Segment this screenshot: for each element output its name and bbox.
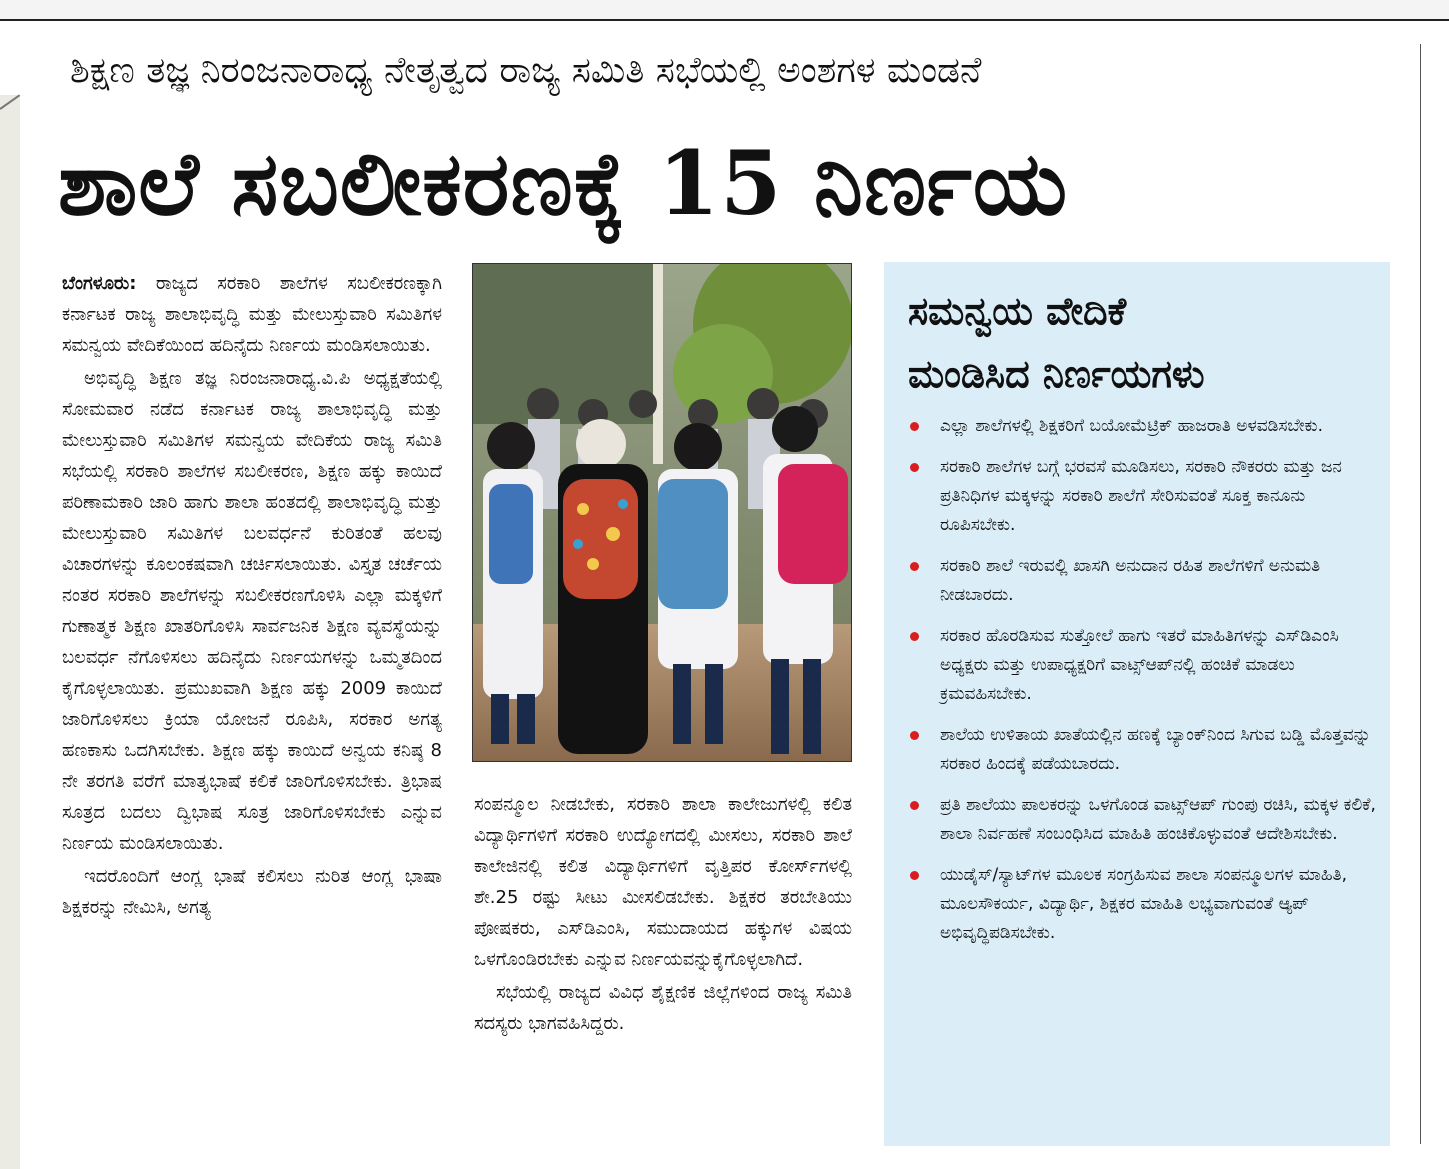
list-item: [908, 861, 1378, 948]
bullet-icon: [910, 422, 919, 431]
list-item: [908, 622, 1378, 709]
bullet-icon: [910, 562, 919, 571]
list-item-text: ಸರಕಾರಿ ಶಾಲೆಗಳ ಬಗ್ಗೆ ಭರವಸೆ ಮೂಡಿಸಲು, ಸರಕಾರಿ ನೌಕರರು ಮತ್ತು ಜನ ಪ್ರತಿನಿಧಿಗಳ ಮಕ್ಕಳನ್ನು ಸರಕಾರಿ ಶಾಲೆಗೆ ಸೇರಿಸುವಂತೆ ಸೂಕ್ತ ಕಾನೂನು ರೂಪಿಸಬೇಕು.: [940, 457, 1342, 535]
list-item-text: ಎಲ್ಲಾ ಶಾಲೆಗಳಲ್ಲಿ ಶಿಕ್ಷಕರಿಗೆ ಬಯೋಮೆಟ್ರಿಕ್ ಹಾಜರಾತಿ ಅಳವಡಿಸಬೇಕು.: [940, 416, 1323, 436]
list-item-text: ಸರಕಾರಿ ಶಾಲೆ ಇರುವಲ್ಲಿ ಖಾಸಗಿ ಅನುದಾನ ರಹಿತ ಶಾಲೆಗಳಿಗೆ ಅನುಮತಿ ನೀಡಬಾರದು.: [940, 556, 1321, 605]
sidebar-title-line-2: ಮಂಡಿಸಿದ ನಿರ್ಣಯಗಳು: [908, 352, 1205, 396]
list-item-text: ಪ್ರತಿ ಶಾಲೆಯು ಪಾಲಕರನ್ನು ಒಳಗೊಂಡ ವಾಟ್ಸ್‌ಆಪ್ ಗುಂಪು ರಚಿಸಿ, ಮಕ್ಕಳ ಕಲಿಕೆ, ಶಾಲಾ ನಿರ್ವಹಣೆ ಸಂಬಂಧಿಸಿದ ಮಾಹಿತಿ ಹಂಚಿಕೊಳ್ಳುವಂತೆ ಆದೇಶಿಸಬೇಕು.: [940, 795, 1376, 844]
list-item: [908, 721, 1378, 779]
page-top-strip: [0, 0, 1449, 19]
article-paragraph-4: ಸಂಪನ್ಮೂಲ ನೀಡಬೇಕು, ಸರಕಾರಿ ಶಾಲಾ ಕಾಲೇಜುಗಳಲ್ಲಿ ಕಲಿತ ವಿದ್ಯಾರ್ಥಿಗಳಿಗೆ ಸರಕಾರಿ ಉದ್ಯೋಗದಲ್ಲಿ ಮೀಸಲು, ಸರಕಾರಿ ಶಾಲೆ ಕಾಲೇಜಿನಲ್ಲಿ ಕಲಿತ ವಿದ್ಯಾರ್ಥಿಗಳಿಗೆ ವೃತ್ತಿಪರ ಕೋರ್ಸ್‌ಗಳಲ್ಲಿ ಶೇ.25 ರಷ್ಟು ಸೀಟು ಮೀಸಲಿಡಬೇಕು. ಶಿಕ್ಷಕರ ತರಬೇತಿಯು ಪೋಷಕರು, ಎಸ್‌ಡಿಎಂಸಿ, ಸಮುದಾಯದ ಹಕ್ಕುಗಳ ವಿಷಯ ಒಳಗೊಂಡಿರಬೇಕು ಎನ್ನುವ ನಿರ್ಣಯವನ್ನುಕೈಗೊಳ್ಳಲಾಗಿದೆ.: [474, 794, 852, 970]
article-paragraph-1: [62, 268, 442, 361]
bullet-icon: [910, 871, 919, 880]
resolutions-sidebar: [884, 262, 1390, 1146]
list-item-text: ಶಾಲೆಯ ಉಳಿತಾಯ ಖಾತೆಯಲ್ಲಿನ ಹಣಕ್ಕೆ ಬ್ಯಾಂಕ್‌ನಿಂದ ಸಿಗುವ ಬಡ್ಡಿ ಮೊತ್ತವನ್ನು ಸರಕಾರ ಹಿಂದಕ್ಕೆ ಪಡೆಯಬಾರದು.: [940, 725, 1371, 774]
bullet-icon: [910, 632, 919, 641]
headline: ಶಾಲೆ ಸಬಲೀಕರಣಕ್ಕೆ 15 ನಿರ್ಣಯ: [58, 131, 1069, 235]
sidebar-title-line-1: ಸಮನ್ವಯ ವೇದಿಕೆ: [908, 289, 1127, 333]
article-paragraph-3: ಇದರೊಂದಿಗೆ ಆಂಗ್ಲ ಭಾಷೆ ಕಲಿಸಲು ನುರಿತ ಆಂಗ್ಲ ಭಾಷಾ ಶಿಕ್ಷಕರನ್ನು ನೇಮಿಸಿ, ಅಗತ್ಯ: [62, 866, 442, 918]
bullet-icon: [910, 463, 919, 472]
article-paragraph-2: ಅಭಿವೃದ್ಧಿ ಶಿಕ್ಷಣ ತಜ್ಞ ನಿರಂಜನಾರಾಧ್ಯ.ವಿ.ಪಿ ಅಧ್ಯಕ್ಷತೆಯಲ್ಲಿ ಸೋಮವಾರ ನಡೆದ ಕರ್ನಾಟಕ ರಾಜ್ಯ ಶಾಲಾಭಿವೃದ್ಧಿ ಮತ್ತು ಮೇಲುಸ್ತುವಾರಿ ಸಮಿತಿಗಳ ಸಮನ್ವಯ ವೇದಿಕೆಯ ರಾಜ್ಯ ಸಮಿತಿ ಸಭೆಯಲ್ಲಿ ಸರಕಾರಿ ಶಾಲೆಗಳ ಸಬಲೀಕರಣ, ಶಿಕ್ಷಣ ಹಕ್ಕು ಕಾಯಿದೆ ಪರಿಣಾಮಕಾರಿ ಜಾರಿ ಹಾಗು ಶಾಲಾ ಹಂತದಲ್ಲಿ ಶಾಲಾಭಿವೃದ್ಧಿ ಮತ್ತು ಮೇಲುಸ್ತುವಾರಿ ಸಮಿತಿಗಳ ಬಲವರ್ಧನೆ ಕುರಿತಂತೆ ಹಲವು ವಿಚಾರಗಳನ್ನು ಕೂಲಂಕಷವಾಗಿ ಚರ್ಚಿಸಲಾಯಿತು. ವಿಸ್ತೃತ ಚರ್ಚೆಯ ನಂತರ ಸರಕಾರಿ ಶಾಲೆಗಳನ್ನು ಸಬಲೀಕರಣಗೊಳಿಸಿ ಎಲ್ಲಾ ಮಕ್ಕಳಿಗೆ ಗುಣಾತ್ಮಕ ಶಿಕ್ಷಣ ಖಾತರಿಗೊಳಿಸಿ ಸಾರ್ವಜನಿಕ ಶಿಕ್ಷಣ ವ್ಯವಸ್ಥೆಯನ್ನು ಬಲವರ್ಧ ನೆಗೊಳಿಸಲು ಹದಿನೈದು ನಿರ್ಣಯಗಳನ್ನು ಒಮ್ಮತದಿಂದ ಕೈಗೊಳ್ಳಲಾಯಿತು. ಪ್ರಮುಖವಾಗಿ ಶಿಕ್ಷಣ ಹಕ್ಕು 2009 ಕಾಯಿದೆ ಜಾರಿಗೊಳಿಸಲು ಕ್ರಿಯಾ ಯೋಜನೆ ರೂಪಿಸಿ, ಸರಕಾರ ಅಗತ್ಯ ಹಣಕಾಸು ಒದಗಿಸಬೇಕು. ಶಿಕ್ಷಣ ಹಕ್ಕು ಕಾಯಿದೆ ಅನ್ವಯ ಕನಿಷ್ಠ 8 ನೇ ತರಗತಿ ವರೆಗೆ ಮಾತೃಭಾಷೆ ಕಲಿಕೆ ಜಾರಿಗೊಳಿಸಬೇಕು. ತ್ರಿಭಾಷ ಸೂತ್ರದ ಬದಲು ದ್ವಿಭಾಷ ಸೂತ್ರ ಜಾರಿಗೊಳಿಸಬೇಕು ಎನ್ನುವ ನಿರ್ಣಯ ಮಂಡಿಸಲಾಯಿತು.: [62, 368, 442, 854]
column-rule: [1420, 44, 1421, 1144]
dateline: ಬೆಂಗಳೂರು:: [62, 273, 137, 294]
article-paragraph-5: ಸಭೆಯಲ್ಲಿ ರಾಜ್ಯದ ವಿವಿಧ ಶೈಕ್ಷಣಿಕ ಜಿಲ್ಲೆಗಳಿಂದ ರಾಜ್ಯ ಸಮಿತಿ ಸದಸ್ಯರು ಭಾಗವಹಿಸಿದ್ದರು.: [474, 982, 852, 1034]
list-item: [908, 412, 1378, 441]
list-item: [908, 453, 1378, 540]
paragraph-text: ರಾಜ್ಯದ ಸರಕಾರಿ ಶಾಲೆಗಳ ಸಬಲೀಕರಣಕ್ಕಾಗಿ ಕರ್ನಾಟಕ ರಾಜ್ಯ ಶಾಲಾಭಿವೃದ್ಧಿ ಮತ್ತು ಮೇಲುಸ್ತುವಾರಿ ಸಮಿತಿಗಳ ಸಮನ್ವಯ ವೇದಿಕೆಯಿಂದ ಹದಿನೈದು ನಿರ್ಣಯ ಮಂಡಿಸಲಾಯಿತು.: [62, 273, 442, 356]
list-item: [908, 791, 1378, 849]
subheadline: ಶಿಕ್ಷಣ ತಜ್ಞ ನಿರಂಜನಾರಾಧ್ಯ ನೇತೃತ್ವದ ರಾಜ್ಯ ಸಮಿತಿ ಸಭೆಯಲ್ಲಿ ಅಂಶಗಳ ಮಂಡನೆ: [70, 50, 982, 91]
page-edge: [0, 95, 20, 1169]
top-rule: [0, 19, 1449, 21]
students-photo: [472, 263, 852, 762]
article-column-2: [474, 789, 852, 1165]
list-item-text: ಯುಡೈಸ್/ಸ್ಯಾಟ್‌ಗಳ ಮೂಲಕ ಸಂಗ್ರಹಿಸುವ ಶಾಲಾ ಸಂಪನ್ಮೂಲಗಳ ಮಾಹಿತಿ, ಮೂಲಸೌಕರ್ಯ, ವಿದ್ಯಾರ್ಥಿ, ಶಿಕ್ಷಕರ ಮಾಹಿತಿ ಲಭ್ಯವಾಗುವಂತೆ ಆ್ಯಪ್ ಅಭಿವೃದ್ಧಿಪಡಿಸಬೇಕು.: [940, 865, 1347, 943]
bullet-icon: [910, 731, 919, 740]
list-item-text: ಸರಕಾರ ಹೊರಡಿಸುವ ಸುತ್ತೋಲೆ ಹಾಗು ಇತರೆ ಮಾಹಿತಿಗಳನ್ನು ಎಸ್‌ಡಿಎಂಸಿ ಅಧ್ಯಕ್ಷರು ಮತ್ತು ಉಪಾಧ್ಯಕ್ಷರಿಗೆ ವಾಟ್ಸ್‌ಆಪ್‌ನಲ್ಲಿ ಹಂಚಿಕೆ ಮಾಡಲು ಕ್ರಮವಹಿಸಬೇಕು.: [940, 626, 1339, 704]
sidebar-title: [908, 280, 1378, 406]
bullet-icon: [910, 801, 919, 810]
article-column-1: [62, 268, 442, 1164]
resolutions-list: [908, 412, 1378, 1132]
list-item: [908, 552, 1378, 610]
